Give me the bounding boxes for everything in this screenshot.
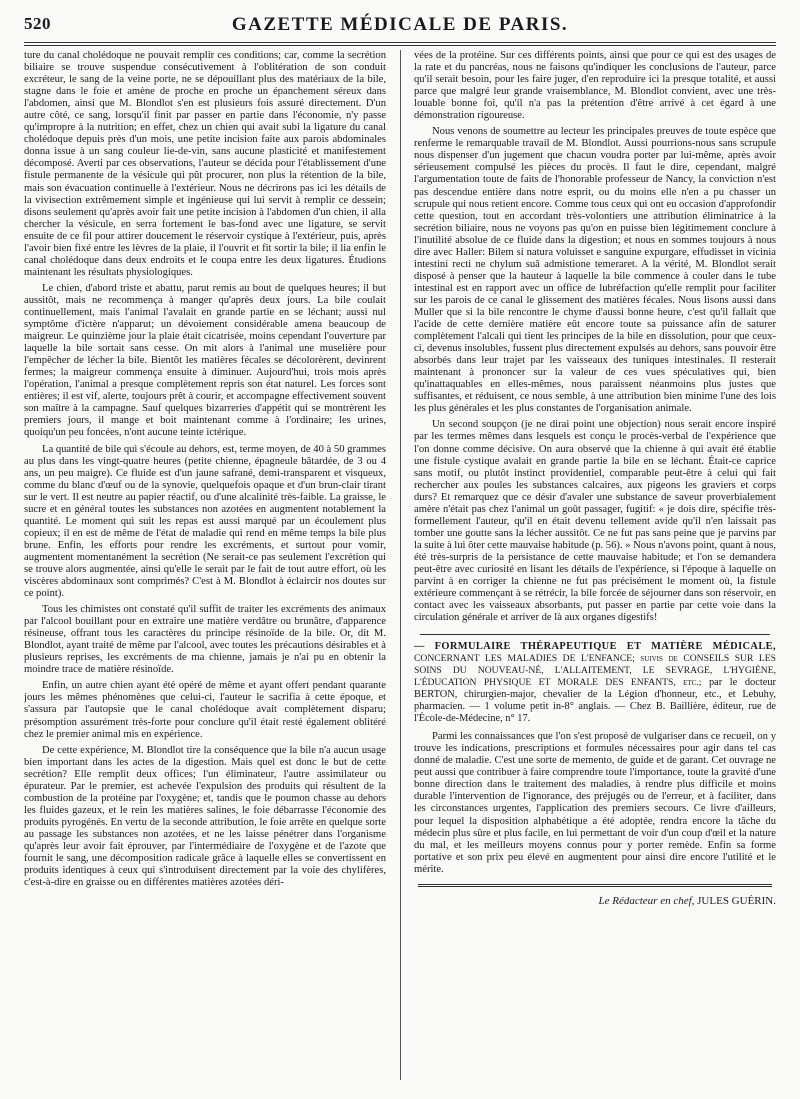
page-header — [24, 12, 776, 38]
closing-divider — [418, 884, 772, 887]
book-title: — FORMULAIRE THÉRAPEUTIQUE ET MATIÈRE MÉDICALE, — [414, 641, 776, 653]
right-column — [414, 50, 776, 1090]
paragraph: Nous venons de soumettre au lecteur les principales preuves de toute espèce que renferme le remarquable travail de M. Blondlot. Aussi pourrions-nous sans scrupule nous dispenser d'un jugement que chacun voudra porter par lui-même, après avoir sérieusement compulsé les pièces du procès. Il faut le dire, cependant, malgré l'argumentation toute de faits de l'honorable professeur de Nancy, la conviction n'est pas descendue entière dans notre esprit, ou du moins elle n'en a pu chasser un scrupule qui nous retient encore. Comme tous ceux qui ont eu occasion d'approfondir cette question, tout en accordant très-volontiers une attribution éliminatrice à la secrétion biliaire, nous ne voyons pas qu'on en puisse bien légitimement conclure à l'inutilité absolue de ce fluide dans la digestion; et nous en sommes toujours à nous dire avec Haller: Bilem si natura voluisset e sanguine expurgare, effudisset in vicinia intestini recti ne chylum suâ admistione temeraret. A la vérité, M. Blondlot serait disposé à penser que la hauteur à laquelle la bile commence à couler dans le tube intestinal est en rapport avec un office de lubréfaction qu'elle remplit pour faciliter sur les parois de ce canal le glissement des matières fécales. Nous lisons aussi dans Muller que si la bile rencontre le chyme d'aussi bonne heure, c'est qu'il fallait que l'acide de cette dernière matière eût encore toute sa puissance afin de saturer complètement l'alcali qui tient les principes de la bile en dissolution, pour que ceux-ci, devenus insolubles, fussent plus directement expulsés au dehors, sans pouvoir être absorbés dans leur trajet par les vaisseaux des tuniques intestinales. Il resterait maintenant à prononcer sur la valeur de ces vues spéculatives qui, bien qu'inattaquables en elles-mêmes, nous paraissent néanmoins plus justes que suffisantes, et réduisent, ce nous semble, à une attribution bien minime l'une des lois les plus générales et les plus constantes de l'organisation animale. — [414, 126, 776, 415]
paragraph: La quantité de bile qui s'écoule au dehors, est, terme moyen, de 40 à 50 grammes au plus dans les vingt-quatre heures (petite chienne, épagneule bâtardée, de 3 ou 4 ans, un peu maigre). Ce fluide est d'un jaune safrané, demi-transparent et visqueux, comme du blanc d'œuf ou de la synovie, quelquefois opaque et d'un brun-clair tirant sur le vert. Il est neutre au papier réactif, ou d'une alcalinité très-faible. La graisse, le sucre et en général toutes les substances non azotées en augmentent notablement la quantité. Le moment qui suit les repas est aussi marqué par un écoulement plus copieux; il en est de même de l'état de maladie qui rend en même temps la bile plus brune. Enfin, les efforts pour rendre les excréments, et surtout pour vomir, augmentent momentanément la secrétion (Ne serait-ce pas seulement l'excrétion qui se trouve alors augmentée, ainsi qu'elle le serait par le fait de tout autre effort, où les viscères abdominaux sont comprimés? C'est à M. Blondlot à éclaircir nos doutes sur ce point). — [24, 443, 386, 600]
left-column — [24, 50, 386, 1090]
editor-signature — [414, 895, 776, 907]
column-divider — [400, 50, 401, 1080]
signature-name: JULES GUÉRIN. — [697, 894, 776, 907]
paragraph: ture du canal cholédoque ne pouvait remplir ces conditions; car, comme la secrétion biliaire se trouve suspendue consécutivement à l'oblitération de son conduit excréteur, le sang de la veine porte, ne se dépouillant plus des matériaux de la bile, stagne dans le foie et amène de proche en proche un épanchement séreux dans l'abdomen, ainsi que M. Blondlot s'en est plusieurs fois assuré directement. D'un autre côté, ce sang, lorsqu'il finit par passer en partie dans l'économie, n'y passe qu'impropre à la nutrition; en effet, chez un chien qui avait subi la ligature du canal cholédoque depuis près d'un mois, une petite incision faite aux parois abdominales donna issue à un sang couleur lie-de-vin, sans aucune plasticité et manifestement décomposé. Averti par ces observations, l'auteur se décida pour l'établissement d'une fistule permanente de la vésicule qui pût procurer, non plus la rétention de la bile, mais son évacuation continuelle à l'extérieur. Nous ne décrirons pas ici les détails de la vivisection extrêmement simple et ingénieuse qui lui servit à remplir ce dessein; disons seulement qu'après avoir fait une petite incision à l'abdomen d'un chien, il alla chercher la vésicule, en serra fortement le bas-fond avec une ligature, se servit ensuite de ce fil pour attirer doucement le réservoir cystique à l'extérieur, puis, après l'avoir bien fixé entre les lèvres de la plaie, il l'ouvrit et fit sortir la bile; il lia enfin le canal cholédoque dans deux endroits et le coupa entre les deux ligatures. Étudions maintenant les résultats physiologiques. — [24, 50, 386, 278]
book-details: par le docteur BERTON, chirurgien-major, chevalier de la Légion d'honneur, etc., et Lebuhy, pharmacien. — 1 volume petit in-8° anglais. — Chez B. Baillière, éditeur, rue de l'École-de-Médecine, n° 17. — [414, 677, 776, 725]
page-number: 520 — [24, 14, 51, 33]
paragraph: Enfin, un autre chien ayant été opéré de même et ayant offert pendant quarante jours les mêmes phénomènes que celui-ci, l'auteur le sacrifia à cette époque, et s'assura par l'autopsie que le canal cholédoque avait complètement disparu; présomption assurément très-forte pour conclure qu'il était resté également oblitéré chez le premier animal mis en expérience. — [24, 680, 386, 740]
book-subtitle: CONCERNANT LES MALADIES DE L'ENFANCE; suivis de CONSEILS SUR LES SOINS DU NOUVEAU-NÉ, L'ALLAITEMENT, LE SEVRAGE, L'HYGIÈNE, L'ÉDUCATION PHYSIQUE ET MORALE DES ENFANTS, etc.; — [414, 653, 776, 689]
header-rule — [24, 42, 776, 43]
paragraph: Tous les chimistes ont constaté qu'il suffit de traiter les excréments des animaux par l'alcool bouillant pour en extraire une matière verdâtre ou brunâtre, d'apparence résineuse, offrant tous les caractères du principe résinoïde de la bile. Or, dit M. Blondlot, ayant traité de même par l'alcool, avec toutes les précautions désirables et à plusieurs reprises, les excréments de ma chienne, jamais je n'ai pu en obtenir la moindre trace de matière résinoïde. — [24, 604, 386, 676]
paragraph: De cette expérience, M. Blondlot tire la conséquence que la bile n'a aucun usage bien important dans les actes de la digestion. Mais quel est donc le but de cette secrétion? Elle remplit deux offices; l'un éliminateur, l'autre assimilateur ou épurateur. Par le premier, est achevée l'expulsion des produits qui résultent de la combustion de la protéine par l'oxygène; et, tandis que le poumon chasse au dehors les fluides gazeux, et le rein les matières salines, le foie débarrasse l'économie des produits pyrogénés. En vertu de la seconde attribution, le foie arrête en quelque sorte au passage les substances non azotées, et ne les laisse pénétrer dans l'organisme qu'après leur avoir fait éprouver, par l'intermédiaire de l'oxygène et de l'azote que fournit le sang, une décomposition radicale grâce à laquelle elles se convertissent en produits identiques à ceux qui s'introduisent directement par la voie des chylifères, c'est-à-dire en graisse ou en différentes matières azotées déri- — [24, 744, 386, 889]
section-divider — [420, 634, 770, 635]
paragraph: vées de la protéine. Sur ces différents points, ainsi que pour ce qui est des usages de la rate et du pancréas, nous ne faisons qu'indiquer les conclusions de l'auteur, parce qu'il serait besoin, pour les faire juger, d'en reproduire ici la presque totalité, et aussi parce que malgré leur grande vraisemblance, M. Blondlot convient, avec une très-louable bonne foi, qu'il n'a pas la prétention d'être arrivé à cet égard à une démonstration rigoureuse. — [414, 50, 776, 122]
paragraph: Un second soupçon (je ne dirai point une objection) nous serait encore inspiré par les termes mêmes dans lesquels est conçu le procès-verbal de l'expérience que l'on donne comme décisive. On aura observé que la chienne à qui avait été établie une fistule cystique avalait en grande partie la bile en se léchant. Était-ce caprice sans motif, ou plutôt instinct providentiel, comparable peut-être à celui qui fait rechercher aux poules les substances calcaires, aux pigeons les graviers et corps durs? Et remarquez que ce désir d'avaler une substance de saveur proverbialement amère n'était pas chez l'animal un goût passager, fugitif: « je dois dire, spécifie très-formellement l'auteur, qu'il en était devenu tellement avide qu'il n'en laissait pas tomber une goutte sans la lécher aussitôt. Ce ne fut pas sans peine que je parvins par la suite à lui ôter cette mauvaise habitude (p. 56). » Nous n'avons point, quant à nous, été très-surpris de la persistance de cette mauvaise habitude; et l'on se demandera peut-être avec curiosité en lisant les détails de l'expérience, si l'époque à laquelle on parvint à en corriger la chienne ne fut pas précisément le moment où, la fistule extérieure commençant à se rétrécir, la bile forcée de séjourner dans son réservoir, en contact avec les vaisseaux absorbants, put passer en partie par cette voie dans la circulation générale et arriver de là aux organes digestifs! — [414, 419, 776, 624]
review-paragraph: Parmi les connaissances que l'on s'est proposé de vulgariser dans ce recueil, on y trouve les indications, prescriptions et formules nécessaires pour agir dans tel cas donné de maladie. C'est une sorte de memento, de guide et de garant. Cet ouvrage ne peut aussi que contribuer à faire comprendre toute l'importance, toute la gravité d'une bonne direction dans le traitement des maladies, à rendre plus difficile et moins durable l'intervention de l'ignorance, des préjugés ou de l'erreur, et à faciliter, dans les circonstances urgentes, l'application des premiers secours. Ce livre d'ailleurs, pour lequel la disposition alphabétique a été adoptée, rendra encore la tâche du médecin plus sûre et plus facile, en lui permettant de voir d'un coup d'œil et la nature du mal, et les meilleurs moyens connus pour y porter remède. Enfin sa forme portative et son prix peu élevé en augmentent pour ainsi dire encore l'utilité et le mérite. — [414, 731, 776, 875]
journal-title: GAZETTE MÉDICALE DE PARIS. — [231, 14, 569, 35]
book-notice — [414, 641, 776, 725]
paragraph: Le chien, d'abord triste et abattu, parut remis au bout de quelques heures; il but aussitôt, mais ne recommença à manger qu'après deux jours. La bile coulait continuellement, mais l'animal l'avalait en grande partie en se léchant; aussi nul symptôme d'ictère n'apparut; un dévoiement considérable amena beaucoup de maigreur. Le quinzième jour la plaie était cicatrisée, moins cependant l'ouverture par laquelle la bile sortait sans cesse. On mit alors à l'animal une muselière pour l'empêcher de lécher la bile. Bientôt les matières fécales se décolorèrent, devinrent fermes; la maigreur commença ensuite à diminuer. Aujourd'hui, trois mois après l'opération, l'animal a presque complètement repris son état naturel. Les forces sont entières; il est vif, alerte, toujours prêt à courir, et accompagne effectivement souvent son maître à la campagne. Sauf quelques bizarreries d'appétit qui se montrèrent les premiers jours, il mange et boit maintenant comme à l'ordinaire; les urines, quoiqu'un peu foncées, n'ont aucune teinte ictérique. — [24, 282, 386, 439]
header-rule-second — [24, 45, 776, 46]
signature-label: Le Rédacteur en chef, — [598, 894, 695, 907]
